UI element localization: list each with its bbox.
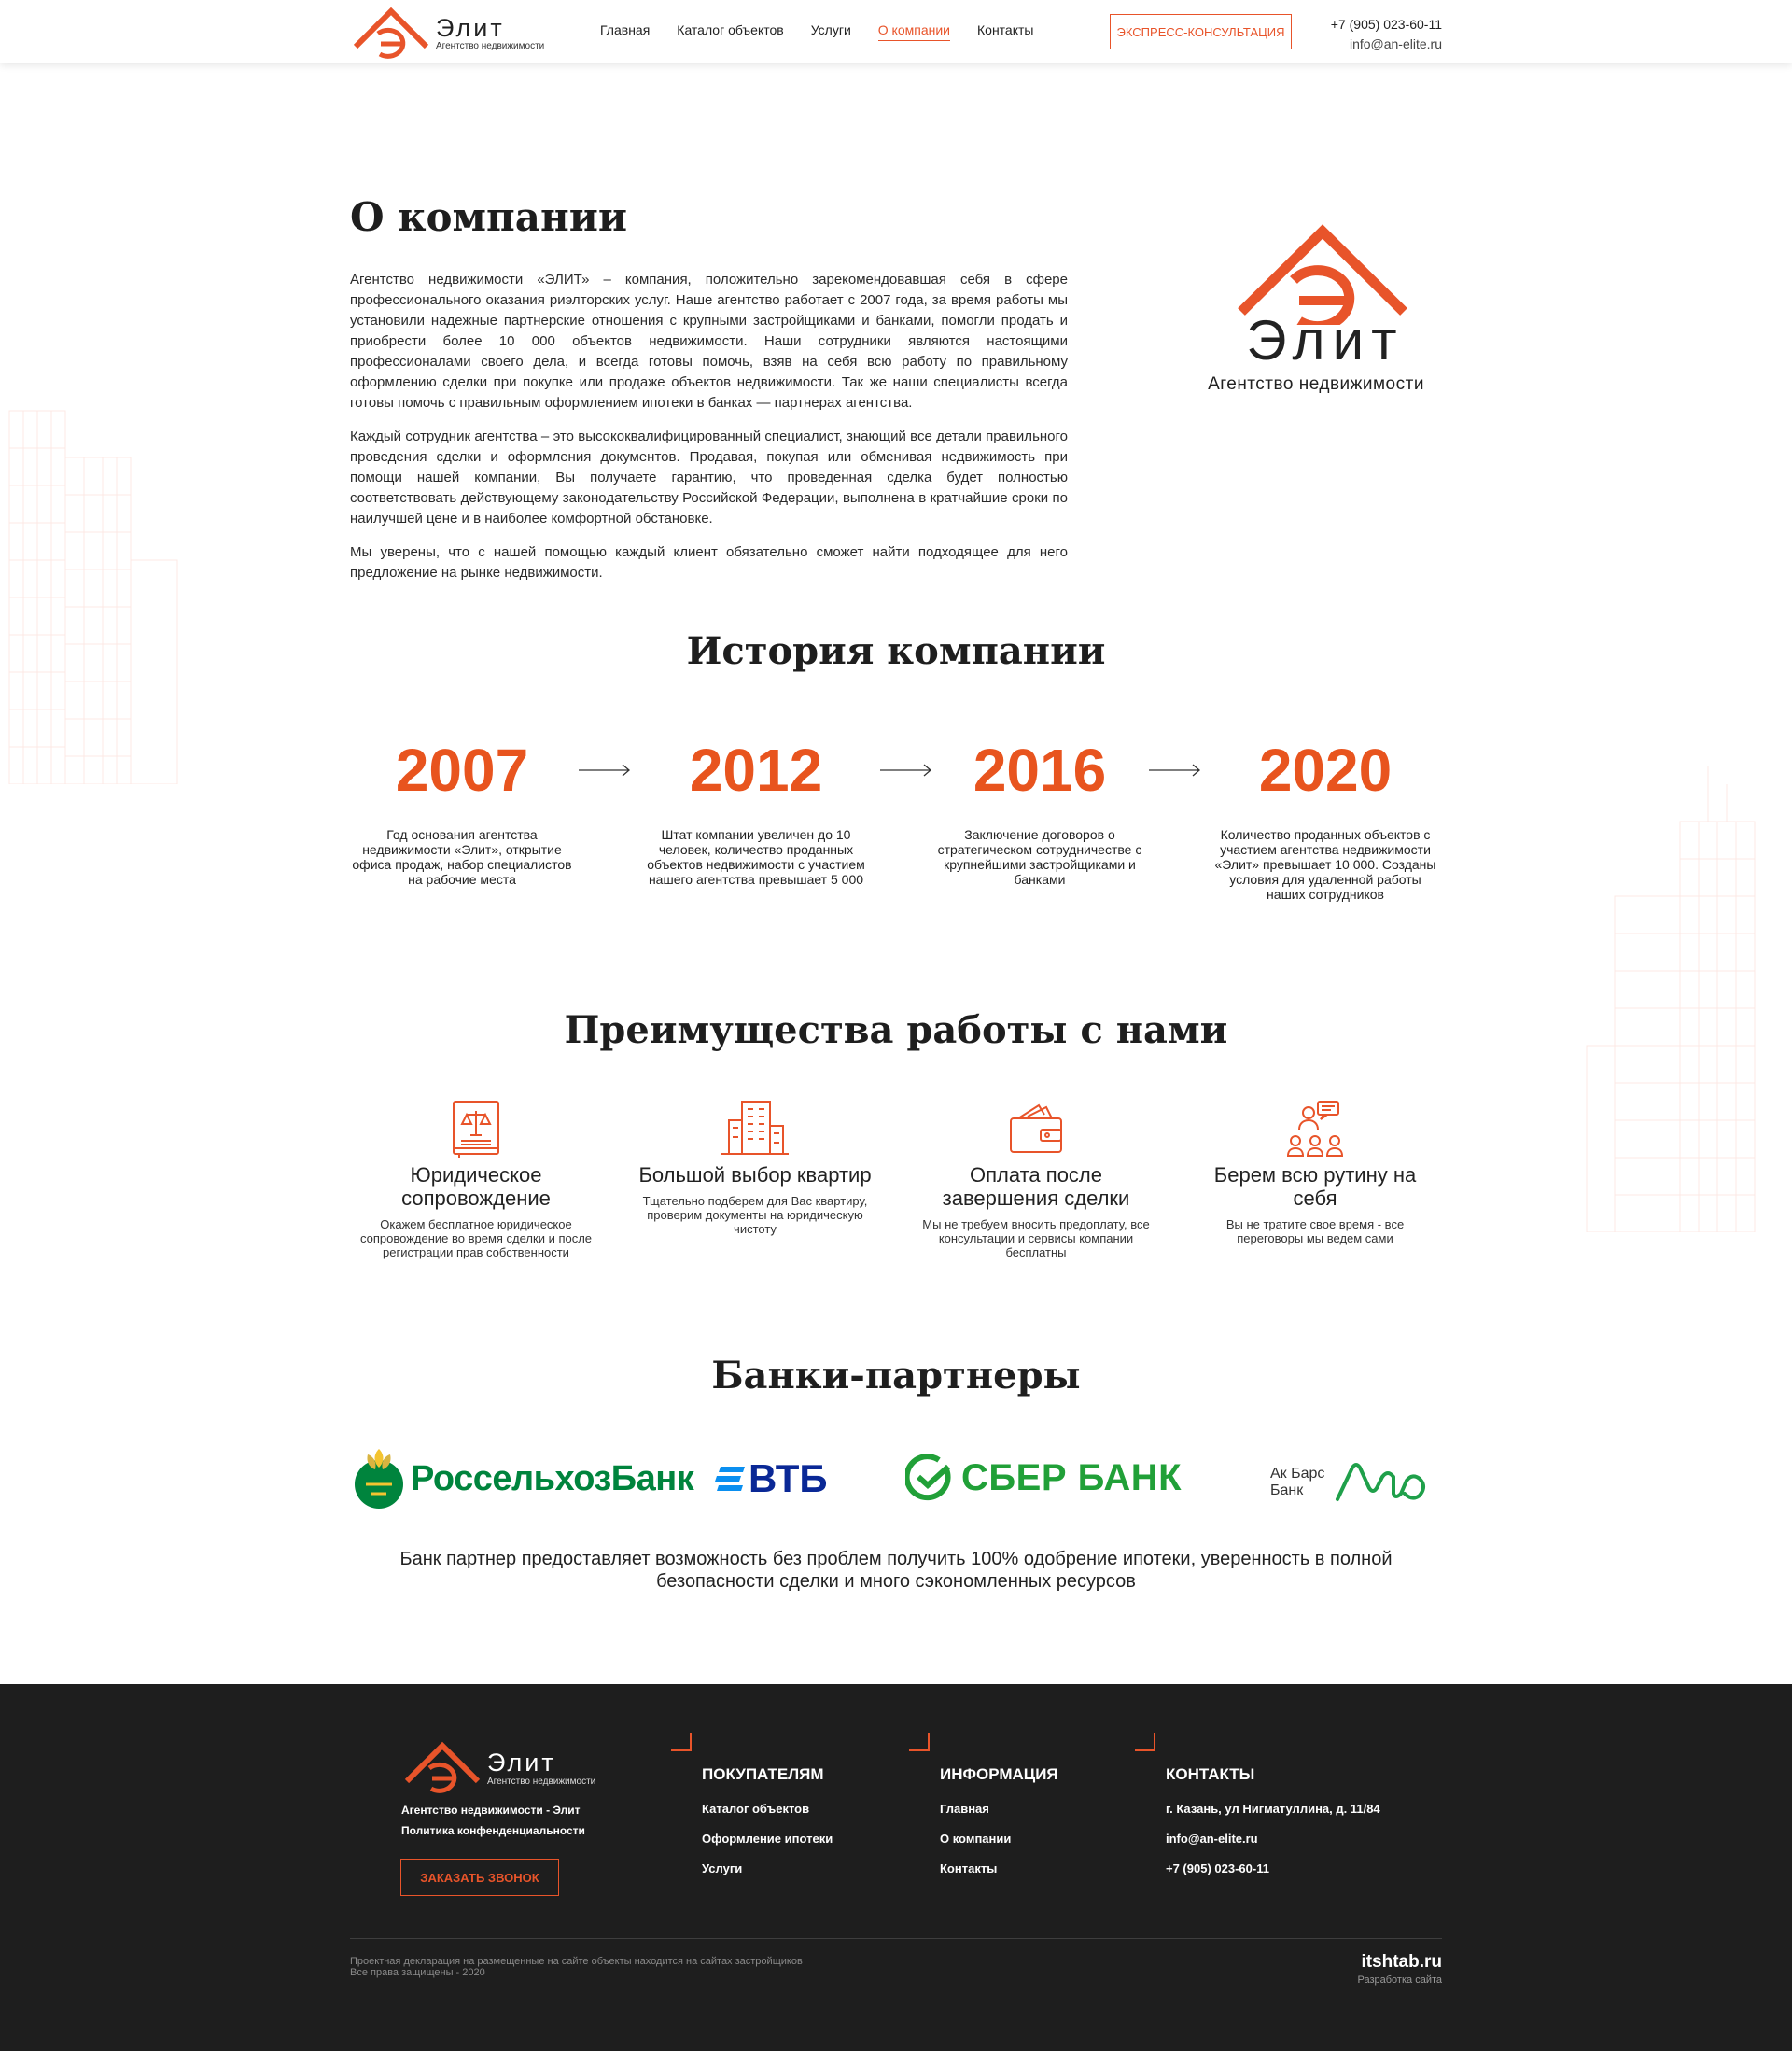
footer-legal-links	[401, 1800, 585, 1841]
building-sketch-left	[0, 373, 187, 784]
akbars-name: Ак Барс	[1270, 1466, 1325, 1482]
history-year: 2012	[689, 737, 823, 804]
banks-note	[0, 1548, 1792, 1593]
bank-logo-sber	[905, 1454, 1182, 1501]
footer-link[interactable]: Главная	[940, 1802, 989, 1816]
bank-logo-vtb	[713, 1456, 828, 1501]
footer-link[interactable]: О компании	[940, 1832, 1012, 1846]
brand-subtitle: Агентство недвижимости	[436, 41, 545, 51]
advantage-text: Тщательно подберем для Вас квартиру, проверим документы на юридическую чистоту	[642, 1194, 868, 1236]
corner-decoration	[671, 1733, 692, 1751]
about-logo	[1189, 222, 1443, 395]
site-header	[0, 0, 1792, 63]
arrow-right-icon	[579, 764, 631, 777]
nav-about[interactable]: О компании	[878, 22, 950, 41]
footer-email[interactable]: info@an-elite.ru	[1166, 1832, 1258, 1846]
site-footer	[0, 1684, 1792, 2051]
akbars-mark-icon	[1334, 1462, 1431, 1503]
footer-link-agency[interactable]: Агентство недвижимости - Элит	[401, 1804, 581, 1817]
footer-legal-line: Проектная декларация на размещенные на сайте объекты находится на сайтах застройщиков	[350, 1956, 803, 1967]
vtb-name: ВТБ	[749, 1456, 828, 1500]
footer-brand-subtitle: Агентство недвижимости	[487, 1776, 596, 1787]
corner-decoration	[909, 1733, 930, 1751]
footer-link[interactable]: Каталог объектов	[702, 1802, 810, 1816]
nav-home[interactable]: Главная	[600, 22, 651, 37]
advantages-title: Преимущества работы с нами	[564, 1008, 1228, 1052]
history-item	[644, 738, 868, 887]
rosselkhoz-name: РоссельхозБанк	[411, 1458, 694, 1498]
footer-link-privacy[interactable]: Политика конфенденциальности	[401, 1824, 585, 1837]
footer-link[interactable]: Контакты	[940, 1861, 998, 1875]
history-year: 2007	[395, 737, 529, 804]
corner-decoration	[1135, 1733, 1155, 1751]
team-icon	[1284, 1098, 1346, 1159]
vtb-stripes-icon	[713, 1467, 745, 1491]
header-phone[interactable]: +7 (905) 023-60-11	[1330, 17, 1442, 32]
advantage-card	[359, 1098, 593, 1259]
advantage-title: Оплата после завершения сделки	[942, 1163, 1130, 1210]
about-title: О компании	[350, 194, 628, 240]
arrow-right-icon	[880, 764, 932, 777]
header-contacts	[1331, 15, 1442, 54]
advantage-title: Берем всю рутину на себя	[1213, 1163, 1417, 1210]
footer-column-title: ПОКУПАТЕЛЯМ	[702, 1765, 824, 1783]
bank-logos	[353, 1438, 1440, 1522]
nav-contacts[interactable]: Контакты	[977, 22, 1034, 37]
header-email[interactable]: info@an-elite.ru	[1349, 36, 1442, 51]
nav-catalog[interactable]: Каталог объектов	[677, 22, 784, 37]
wallet-icon	[1005, 1098, 1067, 1159]
about-text	[350, 270, 1068, 597]
akbars-bank: Банк	[1270, 1482, 1304, 1498]
brand-name: Элит	[436, 14, 505, 42]
footer-link[interactable]: Услуги	[702, 1861, 743, 1875]
advantage-card	[1198, 1098, 1432, 1245]
nav-services[interactable]: Услуги	[810, 22, 851, 37]
bank-logo-akbars	[1270, 1462, 1431, 1503]
developer-link[interactable]	[1358, 1952, 1442, 1986]
developer-caption: Разработка сайта	[1357, 1974, 1442, 1986]
building-sketch-right	[1577, 766, 1792, 1232]
developer-logo: itshtab.ru	[1361, 1952, 1442, 1972]
express-consultation-button[interactable]: ЭКСПРЕСС-КОНСУЛЬТАЦИЯ	[1110, 14, 1292, 49]
buildings-icon	[720, 1098, 791, 1159]
advantage-card	[638, 1098, 872, 1236]
history-item	[928, 738, 1152, 887]
sber-name: СБЕР БАНК	[961, 1456, 1183, 1498]
rosselkhoz-emblem-icon	[353, 1447, 407, 1510]
about-paragraph: Каждый сотрудник агентства – это высококвалифицированный специалист, знающий все детали правильного проведения сделки и оформления документов. Продавая, покупая или обменивая недвижимость при помощи нашей компании, Вы получаете гарантию, что проведенная сделка будет полностью соответствовать действующему законодательству Российской Федерации, выполнена в кратчайшие сроки по наилучшей цене и в наиболее комфортной обстановке.	[350, 428, 1068, 527]
history-item	[1213, 738, 1437, 902]
banks-title: Банки-партнеры	[711, 1354, 1081, 1398]
logo-house-icon	[350, 6, 432, 60]
history-text: Штат компании увеличен до 10 человек, количество проданных объектов недвижимости с участием нашего агентства превышает 5 000	[647, 827, 865, 887]
advantage-title: Юридическое сопровождение	[401, 1163, 551, 1210]
history-year: 2016	[973, 737, 1107, 804]
brand-name-large: Элит	[1246, 309, 1405, 372]
history-title: История компании	[686, 629, 1106, 673]
advantage-text: Вы не тратите свое время - все переговоры мы ведем сами	[1225, 1217, 1405, 1245]
advantage-text: Мы не требуем вносить предоплату, все консультации и сервисы компании бесплатны	[922, 1217, 1150, 1259]
footer-column-title: КОНТАКТЫ	[1166, 1765, 1255, 1783]
history-text: Количество проданных объектов с участием агентства недвижимости «Элит» превышает 10 000. Созданы условия для удаленной работы наших сотрудников	[1214, 827, 1436, 902]
footer-link[interactable]: Оформление ипотеки	[702, 1832, 833, 1846]
banks-note-text: Банк партнер предоставляет возможность без проблем получить 100% одобрение ипотеки, уверенность в полной безопасности сделки и много сэкономленных ресурсов	[399, 1549, 1393, 1592]
law-book-icon	[448, 1098, 504, 1159]
footer-phone[interactable]: +7 (905) 023-60-11	[1166, 1861, 1269, 1875]
sber-check-icon	[905, 1454, 952, 1501]
advantage-title: Большой выбор квартир	[638, 1163, 872, 1187]
main-nav	[600, 22, 1060, 41]
about-paragraph: Мы уверены, что с нашей помощью каждый клиент обязательно сможет найти подходящее для него предложение на рынке недвижимости.	[350, 544, 1068, 581]
advantage-card	[919, 1098, 1153, 1259]
request-call-button[interactable]: ЗАКАЗАТЬ ЗВОНОК	[400, 1859, 559, 1896]
footer-brand-name: Элит	[487, 1748, 556, 1777]
history-text: Год основания агентства недвижимости «Элит», открытие офиса продаж, набор специалистов на рабочие места	[352, 827, 572, 887]
header-logo[interactable]	[350, 6, 544, 60]
bank-logo-rosselkhoz	[353, 1447, 693, 1510]
footer-divider	[350, 1938, 1442, 1939]
history-text: Заключение договоров о стратегическом сотрудничестве с крупнейшими застройщиками и банками	[937, 827, 1142, 887]
footer-column-title: ИНФОРМАЦИЯ	[940, 1765, 1058, 1783]
footer-logo[interactable]	[401, 1740, 595, 1794]
logo-house-icon	[401, 1740, 483, 1794]
about-paragraph: Агентство недвижимости «ЭЛИТ» – компания, положительно зарекомендовавшая себя в сфере профессионального оказания риэлторских услуг. Наше агентство работает с 2007 года, за время работы мы установили надежные партнерские отношения с крупными застройщиками и банками, помогли продать и приобрести более 10 000 объектов недвижимости. Наши сотрудники являются настоящими профессионалами своего дела, и всегда готовы помочь, взяв на себя всю работу по правильному оформлению сделки при покупке или продаже объектов недвижимости. Так же наши специалисты всегда готовы помочь с правильным оформлением ипотеки в банках — партнерах агентства.	[350, 272, 1068, 411]
footer-address: г. Казань, ул Нигматуллина, д. 11/84	[1166, 1802, 1380, 1816]
arrow-right-icon	[1149, 764, 1201, 777]
brand-subtitle-large: Агентство недвижимости	[1208, 374, 1424, 394]
advantage-text: Окажем бесплатное юридическое сопровождение во время сделки и после регистрации прав собственности	[359, 1217, 593, 1259]
history-item	[350, 738, 574, 887]
footer-legal-line: Все права защищены - 2020	[350, 1967, 485, 1978]
footer-legal	[350, 1956, 803, 1978]
history-year: 2020	[1258, 737, 1393, 804]
